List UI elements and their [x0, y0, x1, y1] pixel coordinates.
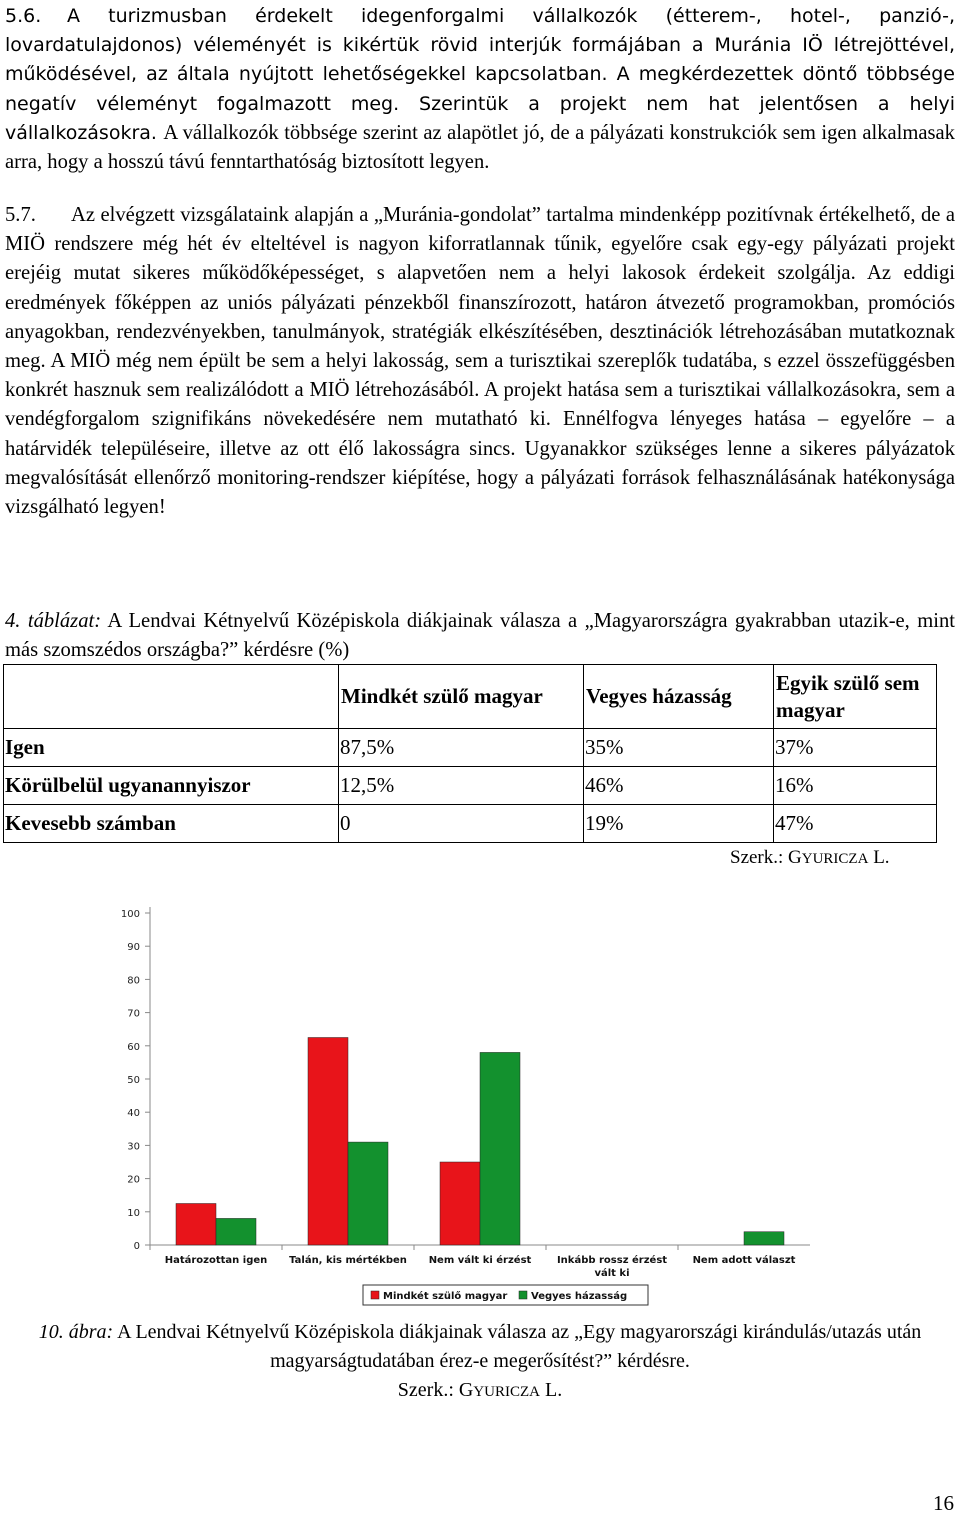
figure-source [398, 1379, 562, 1401]
table-cell: 0 [339, 805, 584, 843]
bar [176, 1204, 216, 1246]
table-header-cell: Vegyes házasság [584, 665, 774, 729]
y-tick-label: 30 [127, 1141, 140, 1153]
section-number: 5.6. [5, 5, 42, 27]
table-caption [5, 607, 955, 665]
y-tick-label: 40 [127, 1108, 140, 1120]
table-cell: 16% [774, 767, 937, 805]
source-prefix: Szerk.: G [730, 847, 802, 868]
paragraph-text-serif: A vállalkozók többsége szerint az alapötlet jó, de a pályázati konstrukciók sem igen alkalmasak arra, hogy a hosszú távú fenntarthatóság biztosított legyen. [5, 121, 955, 174]
y-tick-label: 70 [127, 1008, 140, 1020]
table-row [4, 767, 937, 805]
bar [308, 1038, 348, 1246]
bar [216, 1218, 256, 1245]
x-tick-label [289, 1254, 407, 1266]
bar [440, 1162, 480, 1245]
bar-chart [95, 885, 865, 1310]
table-cell: 37% [774, 729, 937, 767]
section-number: 5.7. [5, 204, 36, 226]
x-tick-label [165, 1254, 268, 1266]
table-cell: 35% [584, 729, 774, 767]
table-cell: 47% [774, 805, 937, 843]
legend-swatch [371, 1291, 379, 1299]
paragraph-text-sans: A turizmusban érdekelt idegenforgalmi vállalkozók (étterem-, hotel-, panzió-, lovardatulajdonos) véleményét is kikértük rövid interjúk formájában a Muránia IÖ létrejöttével, működésével, az általa nyújtott lehetőségekkel kapcsolatban. A megkérdezettek döntő többsége negatív véleményt fogalmazott meg. Szerintük a projekt nem hat jelentősen a helyi vállalkozásokra. [5, 5, 955, 144]
table-cell: 19% [584, 805, 774, 843]
table-cell: 46% [584, 767, 774, 805]
bar [744, 1232, 784, 1245]
table-caption-text: A Lendvai Kétnyelvű Középiskola diákjainak válasza a „Magyarországra gyakrabban utazik-e, mint más szomszédos országba?” kérdésre (%) [5, 610, 955, 661]
source-suffix: L. [868, 847, 890, 868]
x-tick-label-line: Nem adott választ [692, 1255, 796, 1266]
legend-label: Vegyes házasság [531, 1291, 628, 1302]
y-tick-label: 50 [127, 1075, 140, 1086]
y-tick-label: 80 [127, 975, 140, 987]
legend-swatch [519, 1291, 527, 1299]
source-smallcaps: YURICZA [473, 1384, 540, 1400]
x-tick-label-line: vált ki [594, 1268, 630, 1279]
table-row-label: Körülbelül ugyanannyiszor [4, 767, 339, 805]
table-header-cell [4, 665, 339, 729]
table-row [4, 729, 937, 767]
legend-label: Mindkét szülő magyar [383, 1291, 508, 1302]
y-tick-label: 20 [127, 1174, 140, 1186]
paragraph-text: Az elvégzett vizsgálataink alapján a „Muránia-gondolat” tartalma mindenképp pozitívnak értékelhető, de a MIÖ rendszere még hét év elteltével is nagyon kiforratlannak tűnik, egyelőre csak egy-egy pályázati projekt erejéig mutat sikeres működőképességet, s alapvetően nem a helyi lakosok érdekeit szolgálja. Az eddigi eredmények főképpen az uniós pályázati pénzekből finanszírozott, határon átvezető programokban, promóciós anyagokban, rendezvényekben, tanulmányok, stratégiák elkészítésében, desztinációk létrehozásában mutatkoznak meg. A MIÖ még nem épült be sem a helyi lakosság, sem a turisztikai szereplők tudatába, s ezzel összefüggésben konkrét hasznuk sem realizálódott a MIÖ létrehozásából. A projekt hatása sem a turisztikai vállalkozásokra, sem a vendégforgalom szignifikáns növekedésére nem mutatható ki. Ennélfogva lényeges hatása – egyelőre – a határvidék településeire, illetve az ott élő lakosságra sincs. Ugyanakkor szükséges lenne a sikeres pályázatok megvalósítását ellenőrző monitoring-rendszer kiépítése, hogy a pályázati források felhasználásának hatékonysága vizsgálható legyen! [5, 204, 955, 519]
table-caption-label: 4. táblázat: [5, 610, 102, 632]
x-tick-label-line: Nem vált ki érzést [428, 1255, 532, 1266]
source-suffix: L. [540, 1379, 563, 1401]
table-header-cell: Egyik szülő sem magyar [774, 665, 937, 729]
figure-caption [0, 1318, 960, 1407]
y-tick-label: 60 [127, 1041, 140, 1053]
bar [348, 1142, 388, 1245]
y-tick-label: 0 [133, 1241, 140, 1252]
y-tick-label: 10 [127, 1207, 140, 1219]
x-tick-label-line: Inkább rossz érzést [556, 1255, 668, 1266]
table-row-label: Igen [4, 729, 339, 767]
paragraph-5-7 [5, 201, 955, 522]
page-number: 16 [933, 1491, 954, 1515]
table-row-label: Kevesebb számban [4, 805, 339, 843]
bar [480, 1052, 520, 1245]
source-smallcaps: YURICZA [801, 851, 869, 867]
figure-caption-label: 10. ábra: [38, 1321, 114, 1343]
table-source [730, 847, 890, 869]
table-header-row [4, 665, 937, 729]
figure-caption-text: A Lendvai Kétnyelvű Középiskola diákjainak válasza az „Egy magyarországi kirándulás/utazás után magyarságtudatában érez-e megerősítést?” kérdésre. [117, 1321, 922, 1372]
x-tick-label-line: Talán, kis mértékben [289, 1255, 407, 1266]
x-tick-label [693, 1254, 796, 1266]
table-row [4, 805, 937, 843]
x-tick-label [429, 1254, 532, 1266]
table-header-cell: Mindkét szülő magyar [339, 665, 584, 729]
x-tick-label [557, 1254, 667, 1279]
y-tick-label: 100 [120, 909, 140, 920]
y-tick-label: 90 [127, 942, 140, 954]
survey-table [3, 664, 937, 843]
source-prefix: Szerk.: G [397, 1379, 474, 1401]
paragraph-5-6 [5, 2, 955, 177]
x-tick-label-line: Határozottan igen [164, 1255, 268, 1266]
table-cell: 87,5% [339, 729, 584, 767]
table-cell: 12,5% [339, 767, 584, 805]
